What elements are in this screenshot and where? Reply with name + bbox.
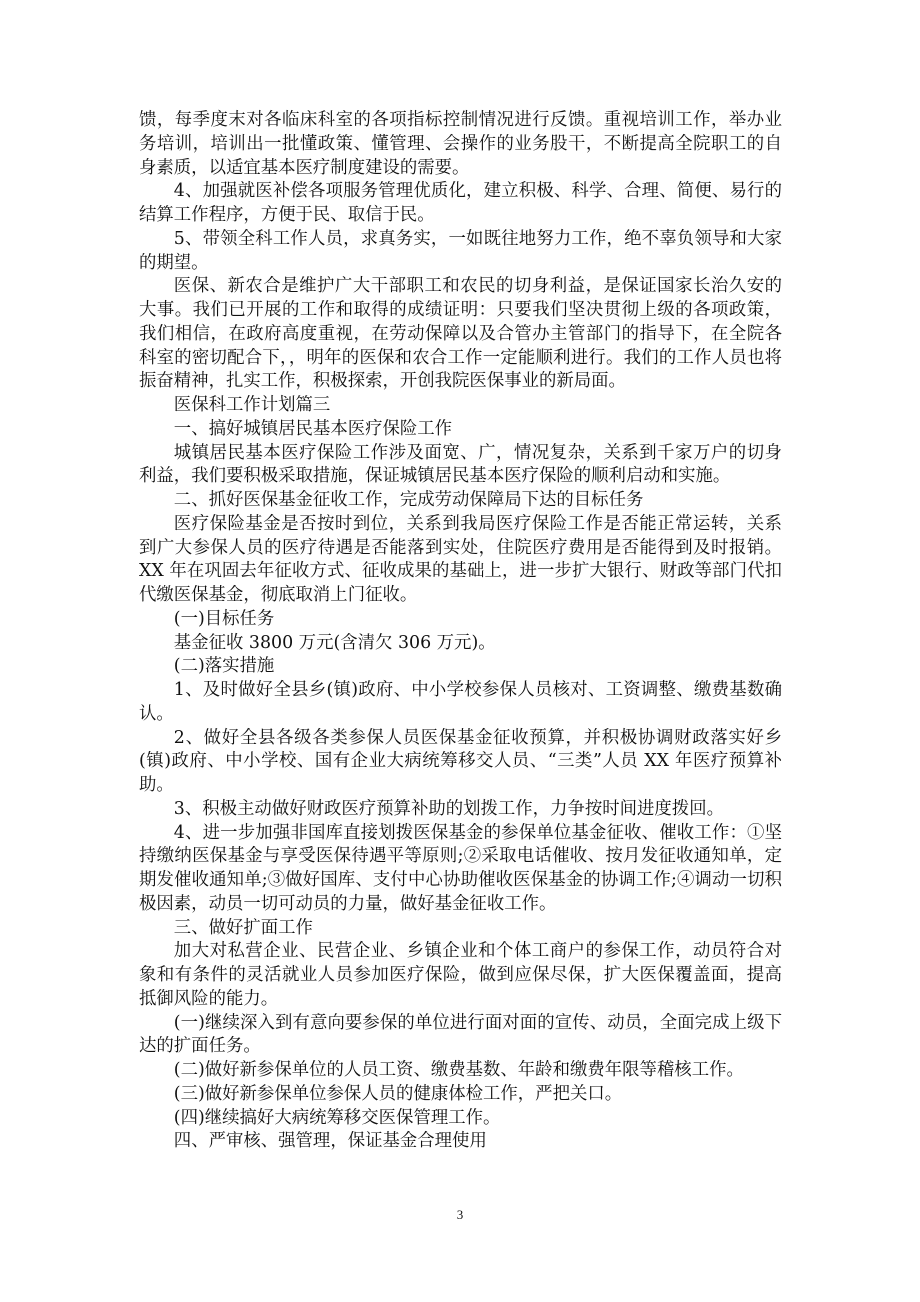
paragraph: (一)继续深入到有意向要参保的单位进行面对面的宣传、动员，全面完成上级下达的扩面任务。 — [139, 1012, 782, 1057]
paragraph: 3、积极主动做好财政医疗预算补助的划拨工作，力争按时间进度拨回。 — [173, 798, 724, 819]
paragraph: (二)做好新参保单位的人员工资、缴费基数、年龄和缴费年限等稽核工作。 — [173, 1060, 744, 1080]
paragraph: 医保、新农合是维护广大干部职工和农民的切身利益，是保证国家长治久安的大事。我们已开展的工作和取得的成绩证明：只要我们坚决贯彻上级的各项政策，我们相信，在政府高度重视，在劳动保障以及合管办主管部门的指导下，在全院各科室的密切配合下，，明年的医保和农合工作一定能顺利进行。我们的工作人员也将振奋精神，扎实工作，积极探索，开创我院医保事业的新局面。 — [139, 276, 782, 392]
paragraph: 一、搞好城镇居民基本医疗保险工作 — [173, 418, 453, 439]
paragraph: 二、抓好医保基金征收工作，完成劳动保障局下达的目标任务 — [173, 490, 644, 510]
paragraph: 4、加强就医补偿各项服务管理优质化，建立积极、科学、合理、简便、易行的结算工作程序，方便于民、取信于民。 — [139, 181, 782, 225]
paragraph: 5、带领全科工作人员，求真务实，一如既往地努力工作，绝不辜负领导和大家的期望。 — [139, 228, 782, 273]
paragraph: 四、严审核、强管理，保证基金合理使用 — [173, 1131, 487, 1152]
paragraph: 4、进一步加强非国库直接划拨医保基金的参保单位基金征收、催收工作：①坚持缴纳医保基金与享受医保待遇平等原则;②采取电话催收、按月发征收通知单，定期发催收通知单;③做好国库、支付中心协助催收医保基金的协调工作;④调动一切积极因素，动员一切可动员的力量，做好基金征收工作。 — [139, 822, 782, 914]
paragraph: 加大对私营企业、民营企业、乡镇企业和个体工商户的参保工作，动员符合对象和有条件的灵活就业人员参加医疗保险，做到应保尽保，扩大医保覆盖面，提高抵御风险的能力。 — [139, 941, 782, 1009]
paragraph: (一)目标任务 — [173, 608, 275, 629]
paragraph: 2、做好全县各级各类参保人员医保基金征收预算，并积极协调财政落实好乡(镇)政府、中小学校、国有企业大病统筹移交人员、“三类”人员 XX 年医疗预算补助。 — [139, 727, 782, 795]
paragraph: 医疗保险基金是否按时到位，关系到我局医疗保险工作是否能正常运转，关系到广大参保人员的医疗待遇是否能落到实处，住院医疗费用是否能得到及时报销。XX 年在巩固去年征收方式、征收成果的基础上，进一步扩大银行、财政等部门代扣代缴医保基金，彻底取消上门征收。 — [139, 513, 782, 605]
paragraph: 基金征收 3800 万元(含清欠 306 万元)。 — [173, 632, 496, 653]
paragraph: (四)继续搞好大病统筹移交医保管理工作。 — [173, 1107, 501, 1128]
document-body — [139, 109, 782, 1154]
paragraph: 医保科工作计划篇三 — [173, 395, 331, 415]
paragraph: (三)做好新参保单位参保人员的健康体检工作，严把关口。 — [173, 1083, 623, 1104]
paragraph: 馈，每季度末对各临床科室的各项指标控制情况进行反馈。重视培训工作，举办业务培训，培训出一批懂政策、懂管理、会操作的业务股干，不断提高全院职工的自身素质，以适宜基本医疗制度建设的需要。 — [139, 110, 782, 178]
paragraph: 城镇居民基本医疗保险工作涉及面宽、广，情况复杂，关系到千家万户的切身利益，我们要积极采取措施，保证城镇居民基本医疗保险的顺利启动和实施。 — [139, 442, 782, 487]
paragraph: 三、做好扩面工作 — [173, 917, 313, 938]
page-number: 3 — [456, 1207, 464, 1222]
paragraph: 1、及时做好全县乡(镇)政府、中小学校参保人员核对、工资调整、缴费基数确认。 — [139, 680, 782, 724]
paragraph: (二)落实措施 — [173, 656, 275, 677]
